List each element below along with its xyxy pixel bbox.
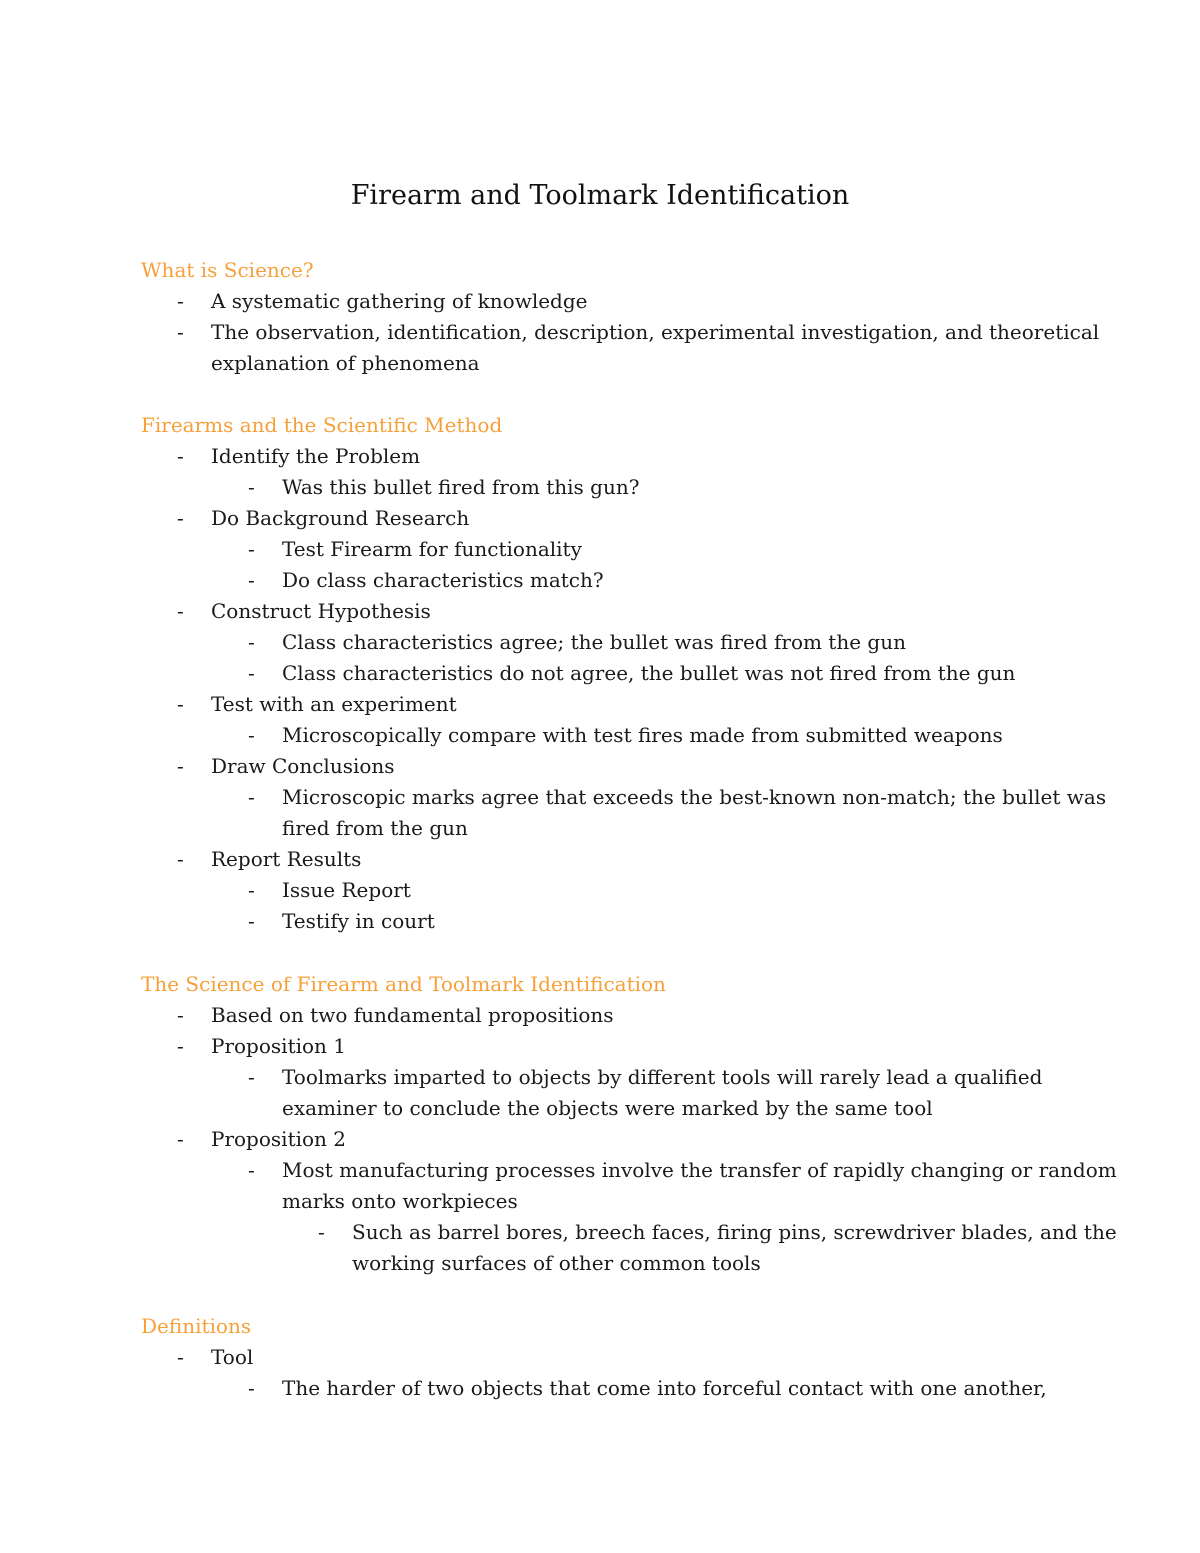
- bullet-dash: -: [318, 1220, 325, 1244]
- sub-list-item: Test Firearm for functionality: [282, 537, 582, 561]
- list-item: Report Results: [211, 847, 362, 871]
- bullet-dash: -: [248, 1376, 255, 1400]
- bullet-dash: -: [248, 723, 255, 747]
- list-item: Do Background Research: [211, 506, 470, 530]
- list-item: Proposition 2: [211, 1127, 346, 1151]
- bullet-dash: -: [177, 289, 184, 313]
- sub-list-item-continuation: fired from the gun: [282, 816, 468, 840]
- sub-sub-list-item: Such as barrel bores, breech faces, firing pins, screwdriver blades, and the: [352, 1220, 1117, 1244]
- bullet-dash: -: [248, 878, 255, 902]
- sub-list-item: The harder of two objects that come into forceful contact with one another,: [282, 1376, 1047, 1400]
- list-item: The observation, identification, description, experimental investigation, and theoretical: [211, 320, 1100, 344]
- sub-list-item: Most manufacturing processes involve the transfer of rapidly changing or random: [282, 1158, 1117, 1182]
- bullet-dash: -: [177, 599, 184, 623]
- sub-list-item-continuation: marks onto workpieces: [282, 1189, 518, 1213]
- bullet-dash: -: [177, 754, 184, 778]
- sub-list-item: Class characteristics agree; the bullet was fired from the gun: [282, 630, 906, 654]
- document-title: Firearm and Toolmark Identification: [350, 180, 850, 211]
- list-item: Based on two fundamental propositions: [211, 1003, 614, 1027]
- section-heading-science-of-identification: The Science of Firearm and Toolmark Identification: [141, 972, 666, 996]
- list-item: Construct Hypothesis: [211, 599, 431, 623]
- bullet-dash: -: [177, 320, 184, 344]
- sub-list-item: Was this bullet fired from this gun?: [282, 475, 640, 499]
- bullet-dash: -: [248, 1158, 255, 1182]
- list-item: A systematic gathering of knowledge: [211, 289, 588, 313]
- list-item-continuation: explanation of phenomena: [211, 351, 480, 375]
- list-item: Identify the Problem: [211, 444, 421, 468]
- sub-list-item: Class characteristics do not agree, the bullet was not fired from the gun: [282, 661, 1016, 685]
- bullet-dash: -: [177, 506, 184, 530]
- section-heading-definitions: Definitions: [141, 1314, 252, 1338]
- bullet-dash: -: [248, 568, 255, 592]
- bullet-dash: -: [177, 1345, 184, 1369]
- bullet-dash: -: [248, 785, 255, 809]
- bullet-dash: -: [177, 1034, 184, 1058]
- list-item: Draw Conclusions: [211, 754, 395, 778]
- list-item: Proposition 1: [211, 1034, 346, 1058]
- sub-list-item: Issue Report: [282, 878, 411, 902]
- bullet-dash: -: [248, 909, 255, 933]
- bullet-dash: -: [248, 537, 255, 561]
- sub-list-item-continuation: examiner to conclude the objects were marked by the same tool: [282, 1096, 933, 1120]
- bullet-dash: -: [248, 630, 255, 654]
- bullet-dash: -: [177, 444, 184, 468]
- sub-list-item: Do class characteristics match?: [282, 568, 604, 592]
- bullet-dash: -: [177, 1003, 184, 1027]
- list-item: Tool: [211, 1345, 254, 1369]
- bullet-dash: -: [248, 475, 255, 499]
- bullet-dash: -: [177, 847, 184, 871]
- bullet-dash: -: [248, 1065, 255, 1089]
- sub-list-item: Testify in court: [282, 909, 435, 933]
- bullet-dash: -: [177, 1127, 184, 1151]
- bullet-dash: -: [177, 692, 184, 716]
- sub-list-item: Toolmarks imparted to objects by different tools will rarely lead a qualified: [282, 1065, 1043, 1089]
- section-heading-what-is-science: What is Science?: [141, 258, 314, 282]
- sub-sub-list-item-continuation: working surfaces of other common tools: [352, 1251, 761, 1275]
- sub-list-item: Microscopic marks agree that exceeds the best-known non-match; the bullet was: [282, 785, 1107, 809]
- bullet-dash: -: [248, 661, 255, 685]
- list-item: Test with an experiment: [211, 692, 457, 716]
- sub-list-item: Microscopically compare with test fires made from submitted weapons: [282, 723, 1003, 747]
- section-heading-scientific-method: Firearms and the Scientific Method: [141, 413, 503, 437]
